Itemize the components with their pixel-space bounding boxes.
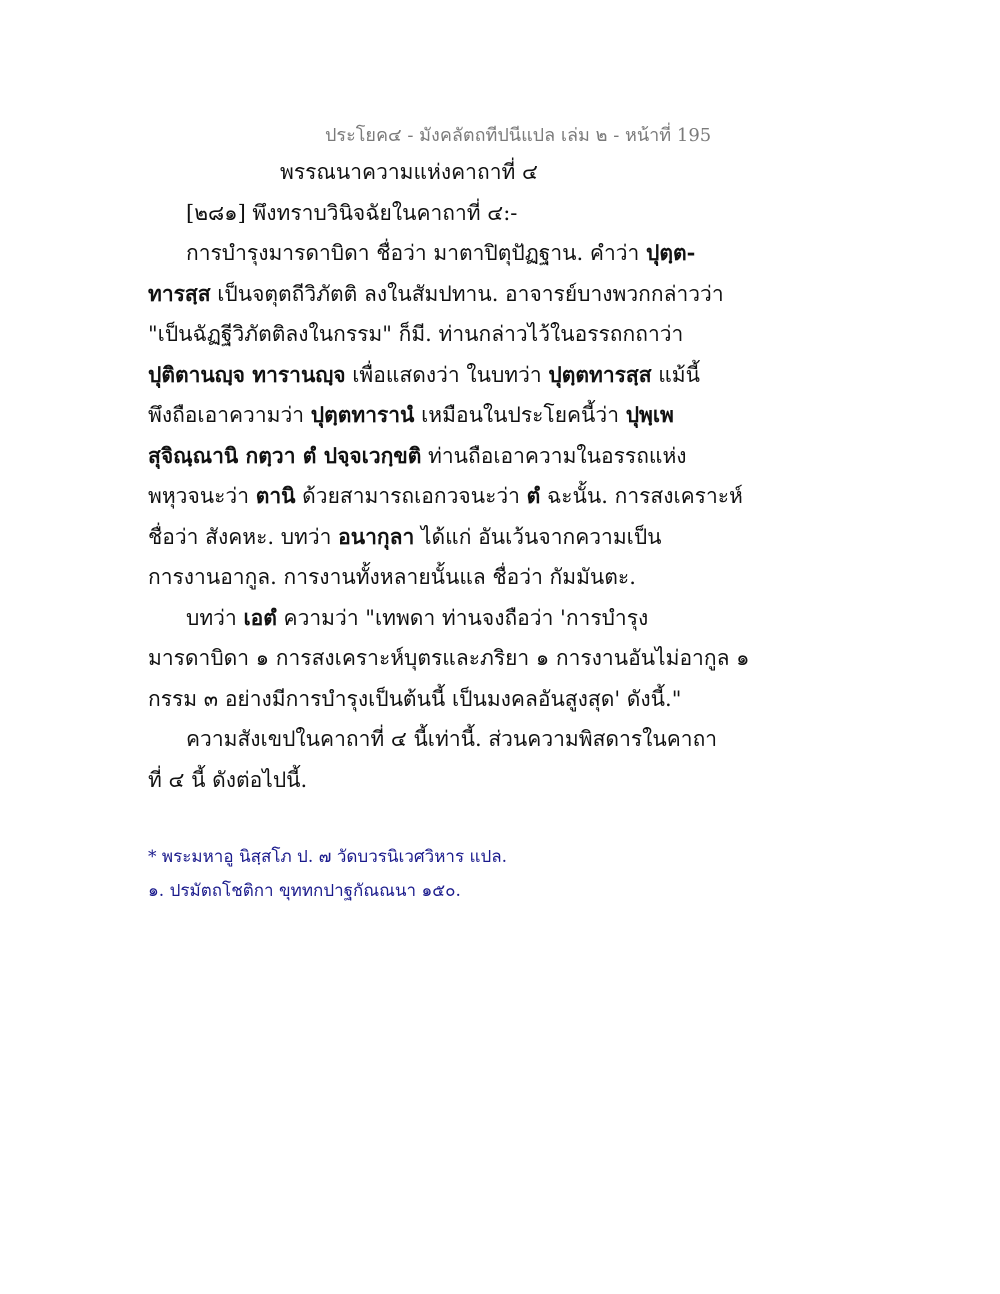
pali-term: สุจิณฺณานิ กตฺวา ตํ ปจฺจเวกฺขติ bbox=[148, 442, 422, 468]
pali-term: ปุตฺตทารานํ bbox=[310, 402, 415, 427]
section-title: พรรณนาความแห่งคาถาที่ ๔ bbox=[280, 160, 538, 184]
footnote-source: ๑. ปรมัตถโชติกา ขุททกปาฐกัณณนา ๑๕๐. bbox=[148, 881, 461, 901]
text-span: บทว่า bbox=[186, 605, 244, 630]
text-span: เหมือนในประโยคนี้ว่า bbox=[414, 403, 626, 427]
text-line bbox=[148, 274, 724, 315]
text-line: กรรม ๓ อย่างมีการบำรุงเป็นต้นนี้ เป็นมงคลอันสูงสุด' ดังนี้." bbox=[148, 686, 682, 711]
text-line: ที่ ๔ นี้ ดังต่อไปนี้. bbox=[148, 767, 308, 792]
text-line bbox=[148, 517, 708, 558]
pali-term: เอตํ bbox=[243, 604, 277, 630]
running-header: ประโยค๔ - มังคลัตถทีปนีแปล เล่ม ๒ - หน้าที่ 195 bbox=[325, 125, 712, 146]
text-span: เพื่อแสดงว่า ในบทว่า bbox=[345, 362, 549, 387]
pali-term: ตํ bbox=[526, 483, 541, 508]
text-line: มารดาบิดา ๑ การสงเคราะห์บุตรและภริยา ๑ การงานอันไม่อากูล ๑ bbox=[148, 646, 750, 670]
text-line: การงานอากูล. การงานทั้งหลายนั้นแล ชื่อว่า กัมมันตะ. bbox=[148, 565, 636, 589]
text-span: ความว่า "เทพดา ท่านจงถือว่า 'การบำรุง bbox=[276, 605, 649, 630]
text-span: ชื่อว่า สังคหะ. บทว่า bbox=[148, 524, 339, 549]
pali-term: ปุตฺต- bbox=[646, 240, 696, 265]
pali-term: อนากุลา bbox=[338, 523, 415, 549]
text-line bbox=[148, 598, 708, 639]
text-line: "เป็นฉัฏฐีวิภัตติลงในกรรม" ก็มี. ท่านกล่าวไว้ในอรรถกถาว่า bbox=[148, 322, 684, 346]
text-line: ความสังเขปในคาถาที่ ๔ นี้เท่านี้. ส่วนความพิสดารในคาถา bbox=[186, 727, 718, 751]
text-span: ฉะนั้น. การสงเคราะห์ bbox=[540, 484, 743, 508]
text-span: ท่านถือเอาความในอรรถแห่ง bbox=[421, 443, 687, 468]
text-line bbox=[148, 233, 708, 274]
text-line bbox=[148, 436, 708, 477]
pali-term: ปุตฺตทารสฺส bbox=[548, 361, 652, 387]
text-line bbox=[148, 476, 743, 517]
pali-term: ตานิ bbox=[255, 483, 296, 508]
text-span: แม้นี้ bbox=[651, 362, 700, 387]
footnote-translator: * พระมหาอู นิสฺสโภ ป. ๗ วัดบวรนิเวศวิหาร แปล. bbox=[148, 847, 508, 867]
footnotes bbox=[148, 840, 708, 908]
text-span: เป็นจตุตถีวิภัตติ ลงในสัมปทาน. อาจารย์บางพวกกล่าวว่า bbox=[210, 281, 724, 306]
text-span: พหุวจนะว่า bbox=[148, 484, 256, 508]
text-span: ได้แก่ อันเว้นจากความเป็น bbox=[414, 524, 662, 549]
paragraph-intro: [๒๘๑] พึงทราบวินิจฉัยในคาถาที่ ๔:- bbox=[186, 200, 518, 225]
text-span: พึงถือเอาความว่า bbox=[148, 403, 311, 427]
text-line bbox=[148, 355, 708, 396]
pali-term: ปุติตานญฺจ ทารานญฺจ bbox=[148, 361, 346, 387]
text-span: การบำรุงมารดาบิดา ชื่อว่า มาตาปิตุปัฏฐาน. คำว่า bbox=[186, 241, 646, 265]
text-span: ด้วยสามารถเอกวจนะว่า bbox=[295, 484, 527, 508]
text-line bbox=[148, 395, 708, 436]
pali-term: ปุพฺเพ bbox=[625, 402, 674, 427]
pali-term: ทารสฺส bbox=[148, 280, 211, 306]
body-text bbox=[148, 152, 750, 800]
